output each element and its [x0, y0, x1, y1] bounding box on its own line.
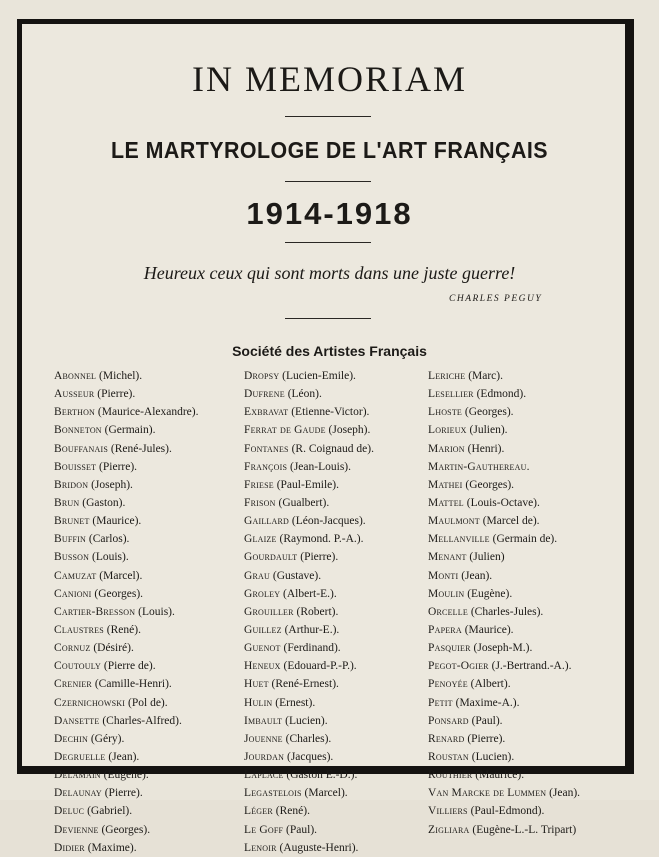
list-item	[244, 548, 374, 566]
list-item	[54, 530, 199, 548]
surname: Mathei	[428, 478, 463, 491]
list-item	[428, 657, 580, 675]
surname: Leriche	[428, 370, 466, 382]
list-item	[428, 639, 580, 657]
surname: Devienne	[54, 823, 99, 836]
list-item	[54, 694, 199, 712]
surname: Frison	[244, 496, 276, 509]
surname: Mellanville	[428, 533, 490, 546]
list-item	[54, 585, 199, 603]
surname: Marion	[428, 442, 465, 455]
surname: Claustres	[54, 623, 104, 636]
list-item	[244, 657, 374, 675]
list-item	[54, 621, 199, 639]
surname: Berthon	[54, 406, 96, 419]
given-names: (Germain).	[101, 424, 156, 437]
list-item	[428, 440, 580, 458]
surname: Ausseur	[54, 388, 95, 401]
given-names: (Albert-E.).	[280, 587, 337, 600]
names-column-3	[428, 367, 580, 839]
list-item	[244, 458, 374, 476]
surname: Brun	[54, 496, 80, 509]
given-names: (R. Coignaud de).	[288, 442, 374, 455]
given-names: (Eugène).	[464, 587, 513, 600]
surname: Lesellier	[428, 388, 474, 401]
list-item	[244, 567, 374, 585]
given-names: .	[526, 460, 530, 473]
given-names: (Paul).	[283, 823, 318, 836]
list-item	[54, 476, 199, 494]
list-item	[244, 766, 374, 784]
given-names: (Louis).	[89, 551, 129, 564]
divider-rule	[285, 116, 371, 117]
list-item	[428, 548, 580, 566]
surname: Lhoste	[428, 406, 463, 419]
surname: Lorieux	[428, 424, 467, 437]
surname: Deluc	[54, 805, 85, 818]
names-column-1	[54, 367, 199, 857]
list-item	[54, 639, 199, 657]
list-item	[244, 585, 374, 603]
surname: Le Goff	[244, 823, 284, 836]
surname: Zigliara	[428, 823, 470, 836]
given-names: (Pierre de).	[101, 660, 156, 673]
surname: Gourdault	[244, 551, 298, 564]
given-names: (Eugène).	[100, 769, 149, 782]
years-heading: 1914-1918	[246, 196, 413, 231]
given-names: (Gualbert).	[275, 496, 330, 509]
surname: Didier	[54, 841, 85, 854]
surname: Routhier	[428, 769, 473, 782]
given-names: (Charles-Jules).	[467, 605, 544, 618]
given-names: (René).	[272, 805, 310, 818]
given-names: (Lucien).	[468, 750, 515, 763]
given-names: (Marcel).	[96, 569, 143, 582]
epigraph-quote: Heureux ceux qui sont morts dans une juste guerre!	[143, 263, 516, 283]
list-item	[244, 621, 374, 639]
list-item	[428, 385, 580, 403]
surname: Grouiller	[244, 605, 294, 618]
given-names: (Raymond. P.-A.).	[276, 533, 364, 546]
given-names: (Louis).	[135, 605, 175, 618]
given-names: (Paul-Edmond).	[467, 805, 545, 818]
surname: Orcelle	[428, 605, 468, 618]
surname: Delaunay	[54, 787, 102, 800]
given-names: (Carlos).	[86, 533, 130, 546]
given-names: (Joseph).	[325, 424, 371, 437]
list-item	[54, 548, 199, 566]
given-names: (Georges).	[98, 823, 151, 836]
given-names: (Maurice).	[472, 769, 525, 782]
given-names: (Maxime-A.).	[452, 696, 520, 709]
given-names: (Charles).	[282, 732, 332, 745]
surname: Bouisset	[54, 460, 97, 473]
list-item	[428, 494, 580, 512]
list-item	[54, 367, 199, 385]
surname: Huet	[244, 678, 269, 691]
list-item	[244, 440, 374, 458]
given-names: (Etienne-Victor).	[288, 406, 370, 419]
given-names: (René).	[103, 623, 141, 636]
list-item	[54, 512, 199, 530]
given-names: (Léon-Jacques).	[289, 515, 366, 528]
given-names: (Jean).	[458, 569, 493, 582]
list-item	[428, 512, 580, 530]
given-names: (Marc).	[465, 370, 503, 382]
list-item	[428, 476, 580, 494]
surname: Laplace	[244, 769, 284, 782]
list-item	[244, 603, 374, 621]
surname: Exbravat	[244, 406, 289, 419]
list-item	[428, 748, 580, 766]
list-item	[428, 675, 580, 693]
list-item	[244, 839, 374, 857]
surname: Van Marcke de Lummen	[428, 787, 547, 800]
surname: Groley	[244, 587, 281, 600]
given-names: (Désiré).	[90, 642, 134, 655]
list-item	[244, 694, 374, 712]
surname: Penoyée	[428, 678, 468, 691]
surname: Maulmont	[428, 515, 480, 528]
list-item	[244, 403, 374, 421]
surname: Renard	[428, 732, 465, 745]
given-names: (Géry).	[87, 732, 125, 745]
surname: Guillez	[244, 623, 282, 636]
list-item	[244, 512, 374, 530]
list-item	[428, 712, 580, 730]
given-names: (Gaston E.-D.).	[283, 769, 358, 782]
list-item	[244, 367, 374, 385]
surname: Degruelle	[54, 750, 106, 763]
list-item	[54, 802, 199, 820]
list-item	[244, 494, 374, 512]
surname: Bonneton	[54, 424, 102, 437]
list-item	[244, 385, 374, 403]
list-item	[54, 730, 199, 748]
list-item	[54, 385, 199, 403]
surname: Bouffanais	[54, 442, 108, 455]
surname: Dropsy	[244, 370, 280, 382]
list-item	[428, 403, 580, 421]
list-item	[54, 675, 199, 693]
given-names: (Georges).	[91, 587, 144, 600]
surname: Cartier-Bresson	[54, 605, 136, 618]
given-names: (Maxime).	[84, 841, 137, 854]
surname: Coutouly	[54, 660, 101, 673]
divider-rule	[285, 318, 371, 319]
list-item	[244, 821, 374, 839]
given-names: (Maurice).	[89, 515, 142, 528]
surname: Roustan	[428, 750, 469, 763]
given-names: (Albert).	[467, 678, 511, 691]
given-names: (Lucien).	[282, 714, 328, 727]
given-names: (Pierre).	[101, 787, 143, 800]
given-names: (Germain de).	[489, 533, 558, 546]
surname: Dechin	[54, 732, 88, 745]
list-item	[244, 530, 374, 548]
surname: Ferrat de Gaude	[244, 424, 326, 437]
given-names: (Pierre).	[96, 460, 138, 473]
list-item	[54, 458, 199, 476]
page-subtitle: LE MARTYROLOGE DE L'ART FRANÇAIS	[110, 137, 549, 163]
divider-rule	[285, 242, 371, 243]
given-names: (Léon).	[284, 388, 322, 401]
surname: Crenier	[54, 678, 92, 691]
list-item	[54, 839, 199, 857]
surname: Cornuz	[54, 642, 91, 655]
given-names: (Jean).	[105, 750, 140, 763]
surname: Menant	[428, 551, 467, 564]
list-item	[244, 639, 374, 657]
surname: Bridon	[54, 478, 89, 491]
list-item	[54, 440, 199, 458]
list-item	[54, 494, 199, 512]
given-names: (Jacques).	[284, 750, 334, 763]
given-names: (René-Jules).	[107, 442, 172, 455]
given-names: (Marcel de).	[479, 515, 540, 528]
surname: Legastelois	[244, 787, 302, 800]
surname: Gaillard	[244, 515, 290, 528]
surname: Dufrene	[244, 388, 285, 401]
given-names: (Julien)	[466, 551, 505, 564]
given-names: (Paul).	[468, 714, 503, 727]
given-names: (Maurice).	[461, 623, 514, 636]
given-names: (Joseph-M.).	[470, 642, 533, 655]
given-names: (Robert).	[293, 605, 339, 618]
given-names: (Eugène-L.-L. Tripart)	[469, 823, 577, 836]
given-names: (Joseph).	[88, 478, 133, 491]
given-names: (Charles-Alfred).	[99, 714, 182, 727]
list-item	[428, 821, 580, 839]
list-item	[244, 748, 374, 766]
surname: Czernichowski	[54, 696, 126, 709]
surname: Moulin	[428, 587, 465, 600]
list-item	[428, 567, 580, 585]
surname: Guenot	[244, 642, 281, 655]
surname: Grau	[244, 569, 270, 582]
surname: Monti	[428, 569, 459, 582]
list-item	[244, 675, 374, 693]
given-names: (Gustave).	[270, 569, 322, 582]
given-names: (Henri).	[464, 442, 505, 455]
section-title: Société des Artistes Français	[232, 343, 427, 359]
surname: Villiers	[428, 805, 468, 818]
list-item	[428, 694, 580, 712]
surname: Pasquier	[428, 642, 471, 655]
surname: Fontanes	[244, 442, 289, 455]
list-item	[54, 567, 199, 585]
divider-rule	[285, 181, 371, 182]
list-item	[54, 766, 199, 784]
list-item	[54, 657, 199, 675]
surname: François	[244, 460, 288, 473]
given-names: (Pierre).	[297, 551, 339, 564]
list-item	[244, 421, 374, 439]
surname: Pegot-Ogier	[428, 660, 489, 673]
surname: Canioni	[54, 587, 92, 600]
given-names: (Gabriel).	[84, 805, 133, 818]
given-names: (Georges).	[462, 478, 515, 491]
surname: Heneux	[244, 660, 281, 673]
surname: Martin-Gauthereau	[428, 460, 527, 473]
given-names: (J.-Bertrand.-A.).	[488, 660, 572, 673]
list-item	[428, 766, 580, 784]
given-names: (Ferdinand).	[280, 642, 341, 655]
surname: Glaize	[244, 533, 277, 546]
surname: Delamain	[54, 769, 101, 782]
list-item	[54, 403, 199, 421]
given-names: (René-Ernest).	[268, 678, 339, 691]
surname: Buffin	[54, 533, 86, 546]
given-names: (Pierre).	[464, 732, 506, 745]
given-names: (Maurice-Alexandre).	[95, 406, 199, 419]
given-names: (Georges).	[462, 406, 514, 419]
given-names: (Arthur-E.).	[281, 623, 340, 636]
surname: Busson	[54, 551, 90, 564]
names-column-2	[244, 367, 374, 857]
surname: Abonnel	[54, 370, 97, 382]
surname: Mattel	[428, 496, 464, 509]
given-names: (Gaston).	[79, 496, 126, 509]
surname: Hulin	[244, 696, 273, 709]
given-names: (Marcel).	[301, 787, 348, 800]
surname: Petit	[428, 696, 453, 709]
list-item	[54, 421, 199, 439]
given-names: (Louis-Octave).	[463, 496, 540, 509]
given-names: (Jean).	[546, 787, 581, 800]
given-names: (Ernest).	[272, 696, 316, 709]
surname: Jouenne	[244, 732, 283, 745]
page-title: IN MEMORIAM	[191, 59, 467, 99]
surname: Friese	[244, 478, 274, 491]
given-names: (Edouard-P.-P.).	[280, 660, 357, 673]
given-names: (Lucien-Emile).	[279, 370, 356, 382]
list-item	[428, 603, 580, 621]
surname: Brunet	[54, 515, 90, 528]
given-names: (Jean-Louis).	[287, 460, 351, 473]
list-item	[428, 730, 580, 748]
given-names: (Edmond).	[473, 388, 527, 401]
surname: Lenoir	[244, 841, 277, 854]
surname: Ponsard	[428, 714, 469, 727]
list-item	[428, 621, 580, 639]
surname: Jourdan	[244, 750, 285, 763]
list-item	[428, 421, 580, 439]
list-item	[54, 821, 199, 839]
epigraph-author: CHARLES PEGUY	[449, 294, 543, 304]
list-item	[244, 476, 374, 494]
surname: Imbault	[244, 714, 283, 727]
list-item	[54, 712, 199, 730]
list-item	[244, 712, 374, 730]
given-names: (Pierre).	[94, 388, 136, 401]
list-item	[428, 802, 580, 820]
list-item	[428, 367, 580, 385]
list-item	[54, 603, 199, 621]
surname: Dansette	[54, 714, 100, 727]
surname: Léger	[244, 805, 273, 818]
list-item	[244, 730, 374, 748]
list-item	[428, 530, 580, 548]
list-item	[428, 458, 580, 476]
given-names: (Michel).	[96, 370, 143, 382]
given-names: (Camille-Henri).	[91, 678, 172, 691]
given-names: (Pol de).	[125, 696, 168, 709]
list-item	[54, 748, 199, 766]
surname: Papera	[428, 623, 462, 636]
given-names: (Paul-Emile).	[273, 478, 339, 491]
list-item	[244, 802, 374, 820]
given-names: (Julien).	[466, 424, 508, 437]
list-item	[428, 585, 580, 603]
given-names: (Auguste-Henri).	[276, 841, 359, 854]
surname: Camuzat	[54, 569, 97, 582]
